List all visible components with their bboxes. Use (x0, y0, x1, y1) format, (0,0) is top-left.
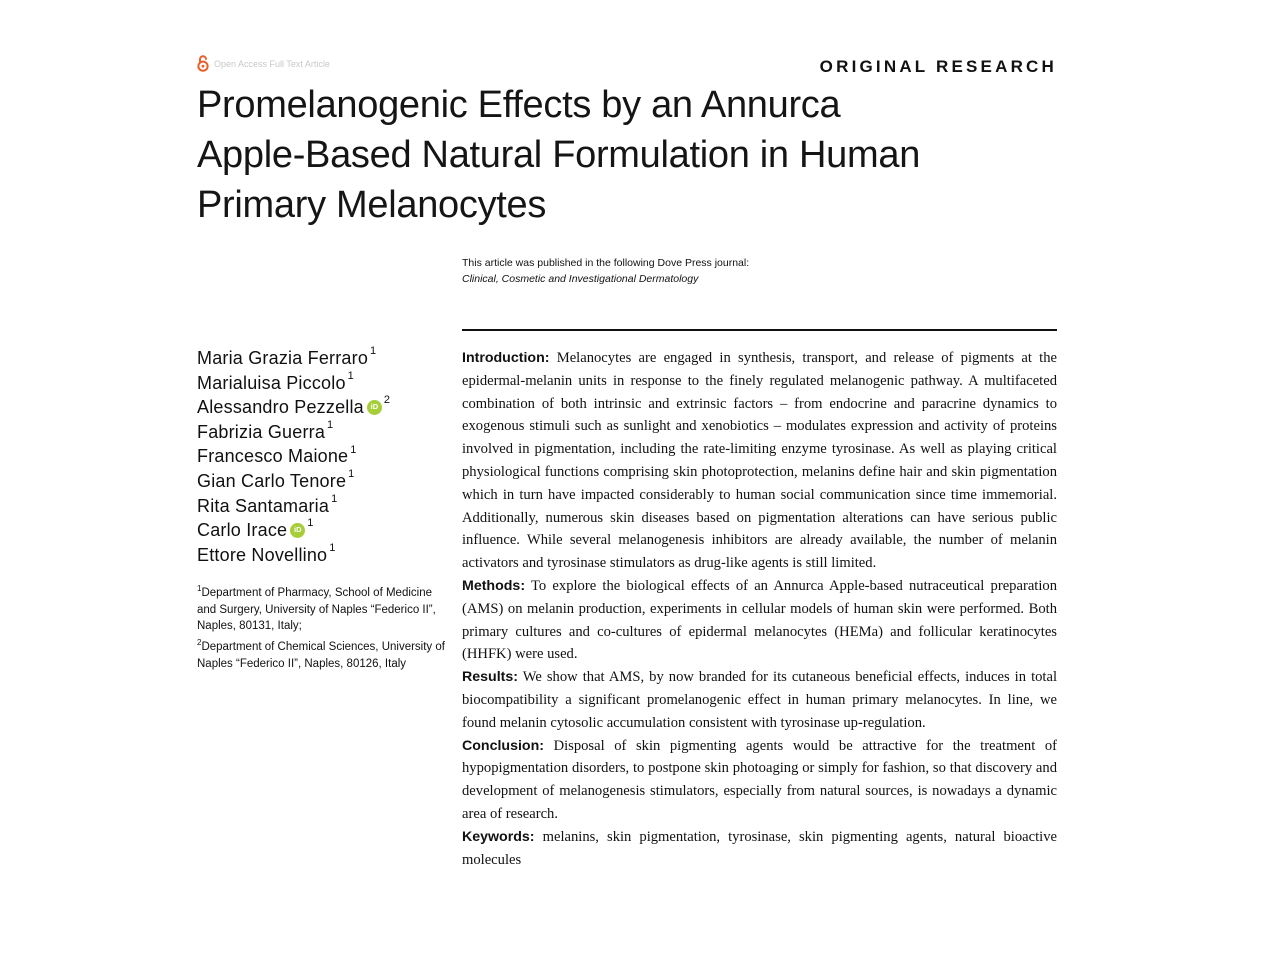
author-name[interactable]: Marialuisa Piccolo (197, 372, 346, 393)
abstract (462, 347, 1057, 871)
methods-label: Methods: (462, 577, 526, 594)
affiliation-text: Department of Pharmacy, School of Medicine and Surgery, University of Naples “Federico II”, Naples, 80131, Italy; (197, 586, 436, 633)
open-access-badge (197, 55, 330, 72)
affiliation-item (197, 635, 447, 672)
introduction-text: Melanocytes are engaged in synthesis, transport, and release of pigments at the epidermal-melanin units in response to the finely regulated melanogenic pathway. A multifaceted combination of both intrinsic and extrinsic factors – from endocrine and paracrine dynamics to exogenous stimuli such as sunlight and xenobiotics – modulates expression and activity of proteins involved in pigmentation, including the rate-limiting enzyme tyrosinase. As well as playing critical physiological functions comprising skin photoprotection, melanins define hair and skin pigmentation which in turn have impacted considerably to human social communication since time immemorial. Additionally, numerous skin diseases based on pigmentation alterations can have serious public influence. While several melanogenesis inhibitors are already available, the number of melanin activators and tyrosinase stimulators as drug-like agents is still limited. (462, 350, 1057, 572)
orcid-icon[interactable]: iD (367, 400, 382, 415)
affiliation-number: 2 (197, 638, 202, 648)
orcid-icon[interactable]: iD (290, 523, 305, 538)
introduction-label: Introduction: (462, 350, 550, 366)
author-item: Ettore Novellino $^1$ (197, 543, 390, 568)
conclusion-text: Disposal of skin pigmenting agents would be attractive for the treatment of hypopigmentation disorders, to postpone skin photoaging or simply for fashion, so that discovery and development of melanogenesis stimulators, especially from natural sources, is nowadays a dynamic area of research. (462, 737, 1057, 822)
abstract-methods (462, 575, 1057, 666)
author-item: Marialuisa Piccolo $^1$ (197, 371, 390, 396)
affiliations (197, 581, 447, 673)
author-name[interactable]: Alessandro Pezzella (197, 397, 364, 418)
title-line: Apple-Based Natural Formulation in Human (197, 134, 921, 176)
abstract-keywords (462, 826, 1057, 872)
divider-rule (462, 329, 1057, 331)
affiliation-item (197, 581, 447, 635)
abstract-introduction (462, 347, 1057, 575)
author-item: Fabrizia Guerra $^1$ (197, 420, 390, 445)
author-name[interactable]: Rita Santamaria (197, 495, 330, 516)
author-item: Alessandro Pezzella iD $^2$ (197, 395, 390, 420)
abstract-conclusion (462, 735, 1057, 826)
author-name[interactable]: Maria Grazia Ferraro (197, 348, 369, 368)
title-line: Promelanogenic Effects by an Annurca (197, 84, 841, 126)
author-item: Carlo Irace iD $^1$ (197, 518, 390, 543)
affiliation-text: Department of Chemical Sciences, University of Naples “Federico II”, Naples, 80126, Italy (197, 641, 445, 670)
author-name[interactable]: Francesco Maione (197, 446, 349, 467)
author-name[interactable]: Ettore Novellino (197, 544, 328, 565)
conclusion-label: Conclusion: (462, 737, 544, 754)
results-label: Results: (462, 669, 518, 686)
affiliation-number: 1 (197, 584, 202, 593)
author-list (197, 346, 390, 567)
article-type-label: ORIGINAL RESEARCH (819, 57, 1057, 76)
open-access-lock-icon (197, 55, 209, 72)
author-item: Maria Grazia Ferraro $^1$ (197, 346, 390, 371)
article-title (197, 80, 1057, 230)
author-name[interactable]: Gian Carlo Tenore (197, 470, 347, 491)
keywords-text: melanins, skin pigmentation, tyrosinase, skin pigmenting agents, natural bioactive molecules (462, 828, 1057, 868)
journal-note-text: This article was published in the following Dove Press journal: (462, 257, 750, 269)
results-text: We show that AMS, by now branded for its cutaneous beneficial effects, induces in total biocompatibility a significant promelanogenic effect in human primary melanocytes. In line, we found melanin cytosolic accumulation consistent with tyrosinase up-regulation. (462, 669, 1058, 731)
journal-note (462, 255, 749, 287)
journal-name[interactable]: Clinical, Cosmetic and Investigational Dermatology (462, 273, 699, 285)
abstract-results (462, 666, 1057, 734)
methods-text: To explore the biological effects of an Annurca Apple-based nutraceutical preparation (AMS) on melanin production, experiments in cellular models of human skin were performed. Both primary cultures and co-cultures of epidermal melanocytes (HEMa) and follicular keratinocytes (HHFK) were used. (462, 577, 1057, 663)
keywords-label: Keywords: (462, 828, 535, 845)
title-line: Primary Melanocytes (197, 184, 547, 226)
author-name[interactable]: Carlo Irace (197, 520, 288, 541)
open-access-label: Open Access Full Text Article (214, 58, 330, 69)
author-item: Rita Santamaria $^1$ (197, 494, 390, 519)
author-item: Francesco Maione $^1$ (197, 444, 390, 469)
author-name[interactable]: Fabrizia Guerra (197, 421, 326, 442)
author-item: Gian Carlo Tenore $^1$ (197, 469, 390, 494)
